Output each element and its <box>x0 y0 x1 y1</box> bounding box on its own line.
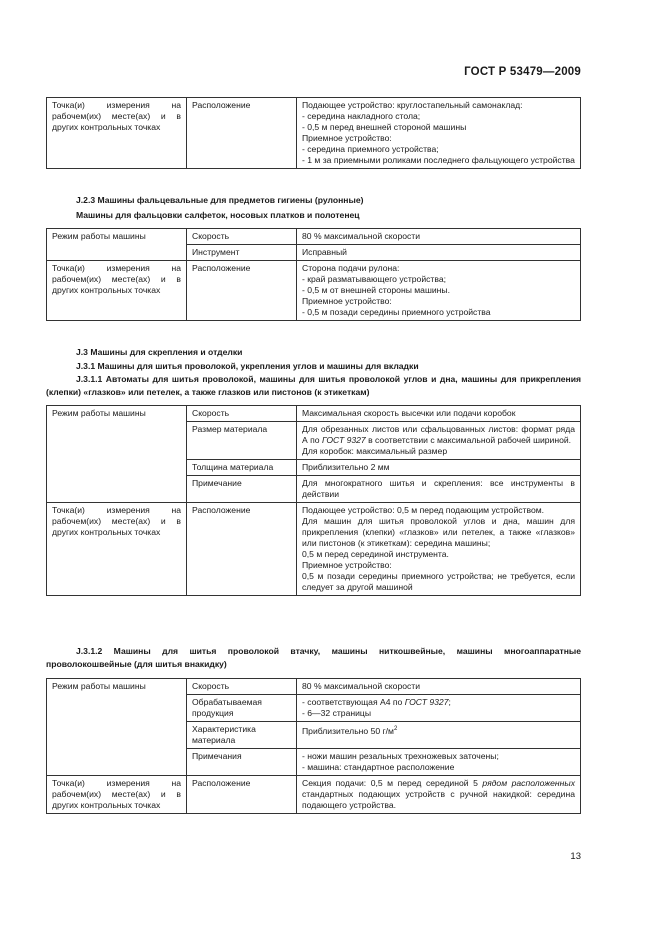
value-line: - машина: стандартное расположение <box>302 762 455 772</box>
value-text: Приблизительно 50 г/м <box>302 725 394 736</box>
standard-reference: ГОСТ 9327 <box>404 697 449 707</box>
value-line: Для коробок: максимальный размер <box>302 446 448 456</box>
value-line: Приемное устройство: <box>302 133 392 143</box>
value-line: - 6—32 страницы <box>302 708 372 718</box>
parameter-cell: Толщина материала <box>187 460 297 476</box>
value-cell: Максимальная скорость высечки или подачи коробок <box>297 406 581 422</box>
page-number: 13 <box>570 851 581 862</box>
section-j312-title: J.3.1.2 Машины для шитья проволокой втачку, машины ниткошвейные, машины многоаппаратные проволокошвейные (для шитья внакидку) <box>46 646 581 669</box>
value-line: 0,5 м позади середины приемного устройства; не требуется, если следует за другой машиной <box>302 571 575 592</box>
value-cell <box>297 503 581 596</box>
table-4 <box>46 678 581 814</box>
parameter-cell: Характеристика материала <box>187 722 297 749</box>
value-text: Секция подачи: 0,5 м перед серединой 5 <box>302 778 483 788</box>
measurement-points-cell: Точка(и) измерения на рабочем(их) месте(ах) и в других контрольных точках <box>47 98 187 169</box>
value-cell <box>297 695 581 722</box>
measurement-points-cell: Точка(и) измерения на рабочем(их) месте(ах) и в других контрольных точках <box>47 503 187 596</box>
table-row <box>47 503 581 596</box>
italic-text: рядом расположенных <box>482 778 575 788</box>
parameter-cell: Обрабатываемая продукция <box>187 695 297 722</box>
table-2 <box>46 228 581 321</box>
mode-cell: Режим работы машины <box>47 406 187 503</box>
parameter-cell: Инструмент <box>187 245 297 261</box>
table-row <box>47 98 581 169</box>
value-cell: Приблизительно 2 мм <box>297 460 581 476</box>
value-text: ; <box>448 697 451 707</box>
table-1 <box>46 97 581 169</box>
superscript: 2 <box>393 726 398 732</box>
value-line: Приемное устройство: <box>302 560 392 570</box>
parameter-cell: Размер материала <box>187 422 297 460</box>
value-cell: Для многократного шитья и скрепления: все инструменты в действии <box>297 476 581 503</box>
value-cell: 80 % максимальной скорости <box>297 679 581 695</box>
parameter-cell: Примечание <box>187 476 297 503</box>
table-row <box>47 679 581 695</box>
value-line: 0,5 м перед серединой инструмента. <box>302 549 449 559</box>
value-line: Приемное устройство: <box>302 296 392 306</box>
parameter-cell: Скорость <box>187 229 297 245</box>
measurement-points-cell: Точка(и) измерения на рабочем(их) месте(ах) и в других контрольных точках <box>47 261 187 321</box>
parameter-cell: Расположение <box>187 98 297 169</box>
table-row <box>47 776 581 814</box>
value-text: стандартных подающих устройств с ручной накидкой: середина подающего устройства. <box>302 789 575 810</box>
section-j23-subtitle: Машины для фальцовки салфеток, носовых платков и полотенец <box>76 210 360 220</box>
measurement-points-cell: Точка(и) измерения на рабочем(их) месте(ах) и в других контрольных точках <box>47 776 187 814</box>
value-text: в соответствии с максимальной рабочей шириной. <box>365 435 572 445</box>
table-row <box>47 406 581 422</box>
value-line: Для машин для шитья проволокой углов и дна, машин для прикрепления (клепки) «глазков» или петелек, а также «глазков» или пистонов (к этикеткам): середина машины; <box>302 516 575 548</box>
value-line: - 0,5 м перед внешней стороной машины <box>302 122 467 132</box>
value-text: - соответствующая А4 по <box>302 697 405 707</box>
value-cell: Исправный <box>297 245 581 261</box>
value-cell <box>297 722 581 749</box>
parameter-cell: Скорость <box>187 679 297 695</box>
value-line: - середина приемного устройства; <box>302 144 439 154</box>
section-j31-title: J.3.1 Машины для шитья проволокой, укрепления углов и машины для вкладки <box>76 361 419 371</box>
document-header: ГОСТ Р 53479—2009 <box>464 66 581 78</box>
value-cell <box>297 261 581 321</box>
parameter-cell: Расположение <box>187 261 297 321</box>
section-j23-title: J.2.3 Машины фальцевальные для предметов гигиены (рулонные) <box>76 195 364 205</box>
value-cell <box>297 776 581 814</box>
table-row <box>47 261 581 321</box>
table-3 <box>46 405 581 596</box>
value-line: - край разматывающего устройства; <box>302 274 446 284</box>
value-line: - ножи машин резальных трехножевых заточены; <box>302 751 499 761</box>
mode-cell: Режим работы машины <box>47 229 187 261</box>
parameter-cell: Примечания <box>187 749 297 776</box>
parameter-cell: Расположение <box>187 776 297 814</box>
value-text: Для обрезанных листов или сфальцованных листов: формат ряда А по <box>302 424 575 445</box>
value-line: - 0,5 м от внешней стороны машины. <box>302 285 450 295</box>
section-j3-title: J.3 Машины для скрепления и отделки <box>76 347 243 357</box>
value-line: Подающее устройство: круглостапельный самонаклад: <box>302 100 523 110</box>
parameter-cell: Расположение <box>187 503 297 596</box>
section-j311-title: J.3.1.1 Автоматы для шитья проволокой, машины для шитья проволокой углов и дна, машины для прикрепления (клепки) «глазков» или петелек, а также глазков или пистонов (к этикеткам) <box>46 374 581 397</box>
table-row <box>47 229 581 245</box>
value-line: - середина накладного стола; <box>302 111 421 121</box>
parameter-cell: Скорость <box>187 406 297 422</box>
value-line <box>302 424 575 446</box>
value-line: Сторона подачи рулона: <box>302 263 400 273</box>
value-line: Подающее устройство: 0,5 м перед подающим устройством. <box>302 505 545 515</box>
value-cell <box>297 749 581 776</box>
value-line <box>302 697 575 708</box>
value-cell: 80 % максимальной скорости <box>297 229 581 245</box>
value-line: - 1 м за приемными роликами последнего фальцующего устройства <box>302 155 575 165</box>
standard-reference: ГОСТ 9327 <box>321 435 366 445</box>
value-line: - 0,5 м позади середины приемного устройства <box>302 307 491 317</box>
value-cell <box>297 422 581 460</box>
value-cell <box>297 98 581 169</box>
mode-cell: Режим работы машины <box>47 679 187 776</box>
